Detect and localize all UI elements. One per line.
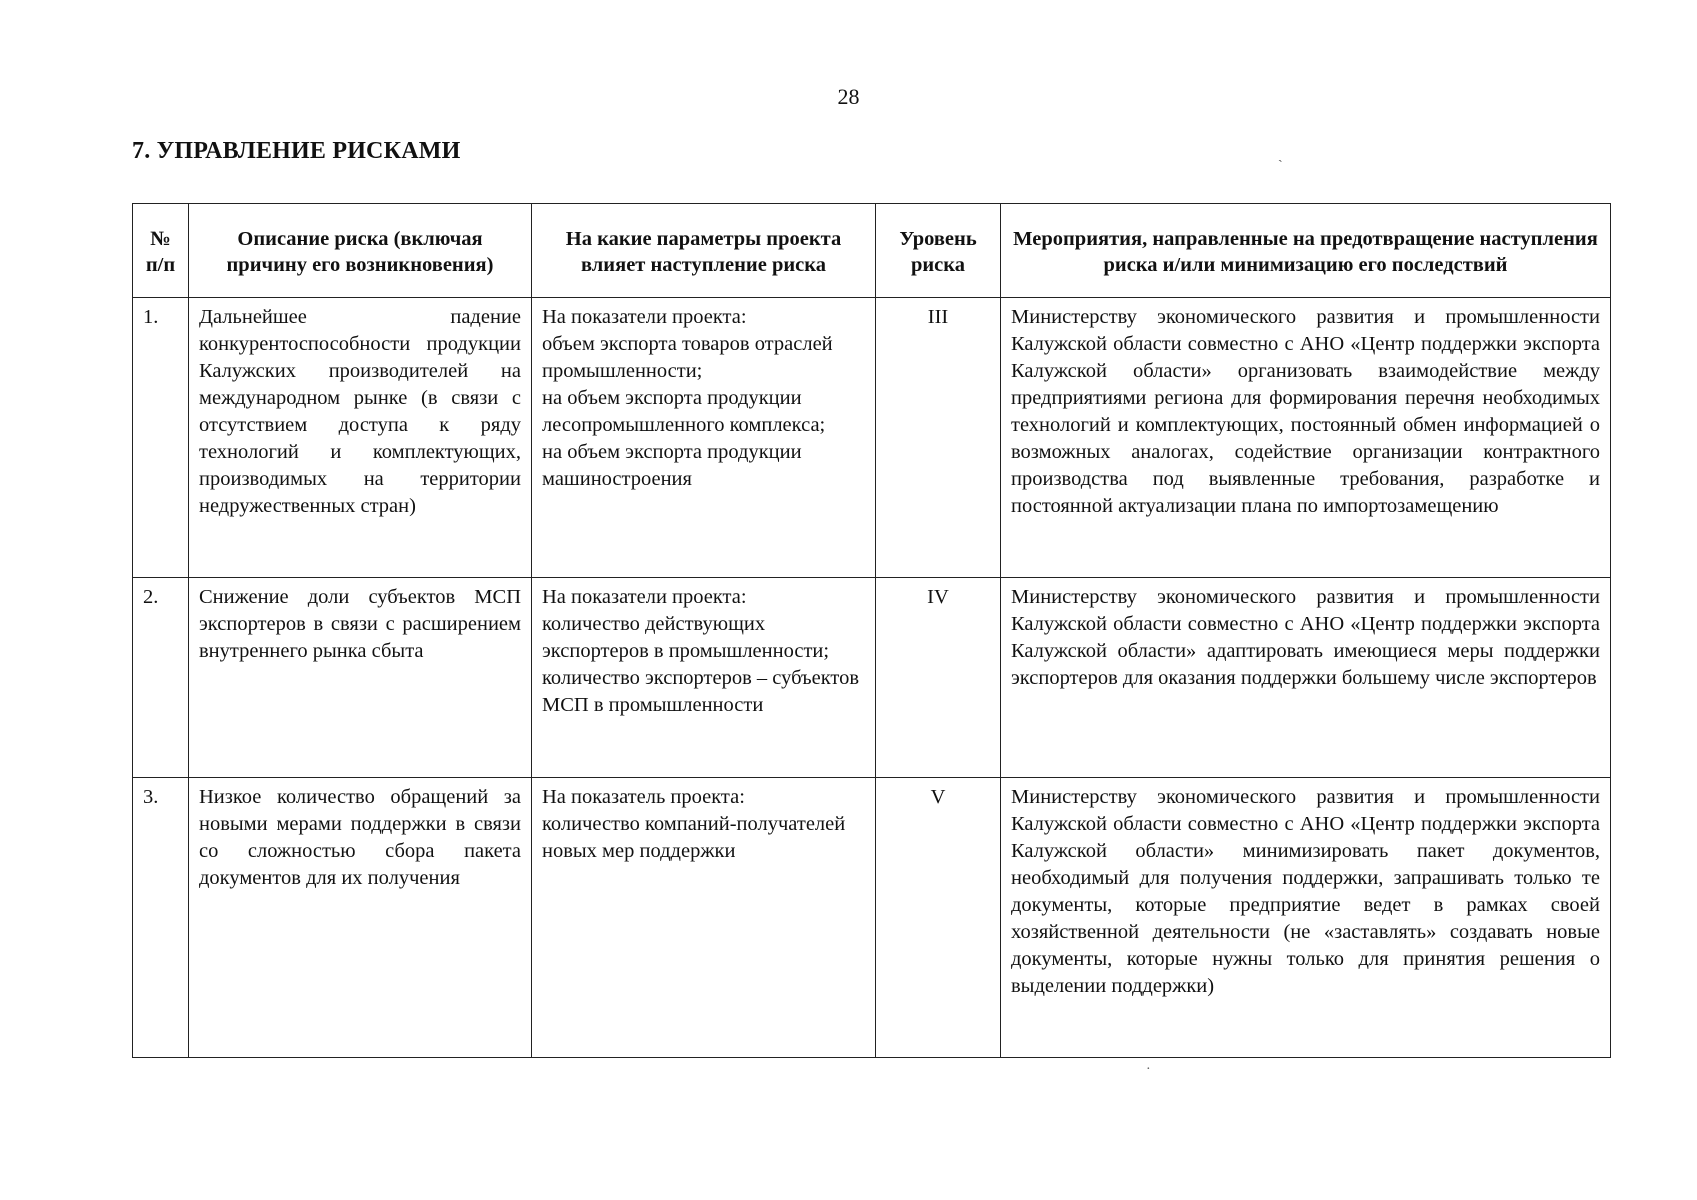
risk-description: Дальнейшее падение конкурентоспособности продукции Калужских производителей на международном рынке (в связи с отсутствием доступа к ряду технологий и комплектующих, производимых на территории недружественных стран) (189, 298, 532, 578)
header-level: Уровень риска (876, 204, 1001, 298)
risk-description: Снижение доли субъектов МСП экспортеров в связи с расширением внутреннего рынка сбыта (189, 578, 532, 778)
row-number: 1. (133, 298, 189, 578)
header-description: Описание риска (включая причину его возникновения) (189, 204, 532, 298)
table-row (133, 298, 1611, 578)
mitigation-measures: Министерству экономического развития и промышленности Калужской области совместно с АНО «Центр поддержки экспорта Калужской области» адаптировать имеющиеся меры поддержки экспортеров для оказания поддержки большему числе экспортеров (1001, 578, 1611, 778)
risk-level: IV (876, 578, 1001, 778)
row-number: 3. (133, 778, 189, 1058)
row-number: 2. (133, 578, 189, 778)
risk-level: V (876, 778, 1001, 1058)
mitigation-measures: Министерству экономического развития и промышленности Калужской области совместно с АНО «Центр поддержки экспорта Калужской области» минимизировать пакет документов, необходимый для получения поддержки, запрашивать только те документы, которые предприятие ведет в рамках своей хозяйственной деятельности (не «заставлять» создавать новые документы, которые нужны только для принятия решения о выделении поддержки) (1001, 778, 1611, 1058)
section-title: 7. УПРАВЛЕНИЕ РИСКАМИ (132, 138, 461, 164)
affected-parameters: На показатель проекта: количество компаний-получателей новых мер поддержки (532, 778, 876, 1058)
risk-level: III (876, 298, 1001, 578)
risk-table (132, 203, 1611, 1058)
header-number: № п/п (133, 204, 189, 298)
risk-description: Низкое количество обращений за новыми мерами поддержки в связи со сложностью сбора пакета документов для их получения (189, 778, 532, 1058)
affected-parameters: На показатели проекта: количество действующих экспортеров в промышленности; количество экспортеров – субъектов МСП в промышленности (532, 578, 876, 778)
affected-parameters: На показатели проекта: объем экспорта товаров отраслей промышленности; на объем экспорта продукции лесопромышленного комплекса; на объем экспорта продукции машиностроения (532, 298, 876, 578)
table-row (133, 778, 1611, 1058)
mitigation-measures: Министерству экономического развития и промышленности Калужской области совместно с АНО «Центр поддержки экспорта Калужской области» организовать взаимодействие между предприятиями региона для формирования перечня необходимых технологий и комплектующих, постоянный обмен информацией о возможных аналогах, содействие организации контрактного производства под выявленные требования, разработке и постоянной актуализации плана по импортозамещению (1001, 298, 1611, 578)
stray-mark: · (1146, 1062, 1151, 1077)
table-header-row (133, 204, 1611, 298)
stray-mark: ˏ (1278, 148, 1283, 163)
table-row (133, 578, 1611, 778)
page-number: 28 (837, 84, 860, 109)
header-parameters: На какие параметры проекта влияет наступление риска (532, 204, 876, 298)
header-measures: Мероприятия, направленные на предотвращение наступления риска и/или минимизацию его последствий (1001, 204, 1611, 298)
